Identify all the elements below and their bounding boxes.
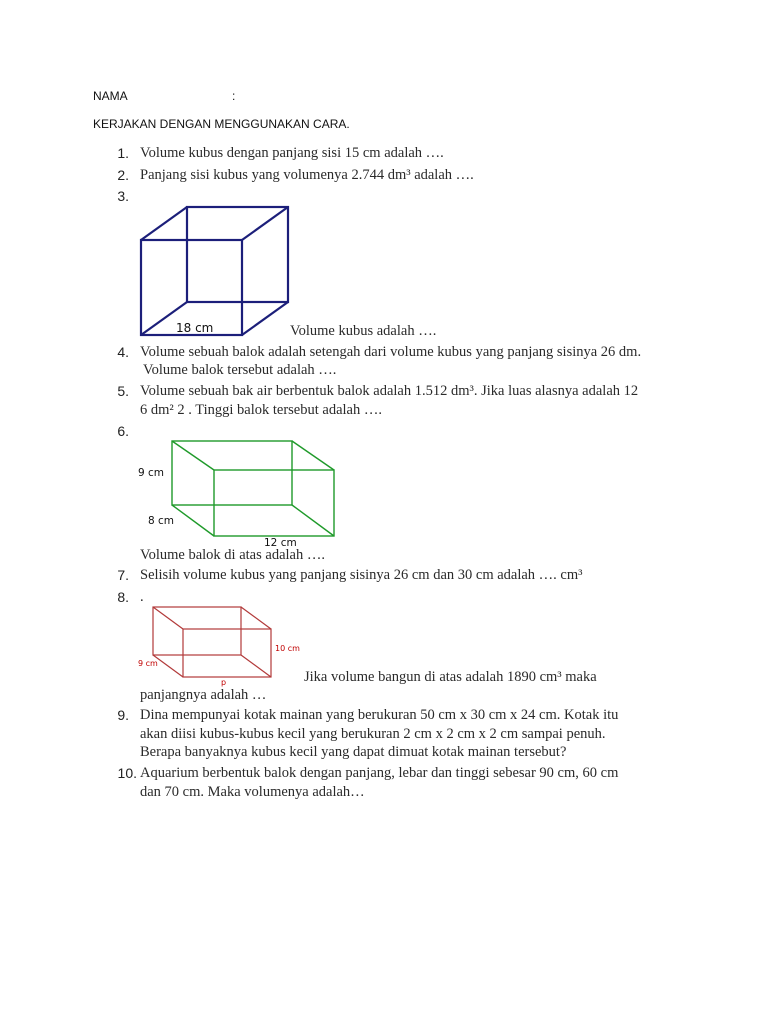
instruction-heading: KERJAKAN DENGAN MENGGUNAKAN CARA. [93, 117, 350, 131]
question-8-dot: . [140, 589, 144, 605]
question-5-line-1: Volume sebuah bak air berbentuk balok adalah 1.512 dm³. Jika luas alasnya adalah 12 [140, 383, 639, 399]
red-cuboid-back-face [183, 629, 271, 677]
red-cuboid-length-label: p [221, 678, 227, 687]
question-10-line-1: Aquarium berbentuk balok dengan panjang, lebar dan tinggi sebesar 90 cm, 60 cm [140, 765, 619, 781]
question-number-10: 10. [117, 765, 137, 781]
question-4-line-1: Volume sebuah balok adalah setengah dari volume kubus yang panjang sisinya 26 dm. [140, 344, 642, 360]
question-2-text: Panjang sisi kubus yang volumenya 2.744 dm³ adalah …. [140, 167, 474, 183]
question-8-line-2: panjangnya adalah … [140, 687, 267, 703]
question-number-5: 5. [117, 383, 129, 399]
question-3-text: Volume kubus adalah …. [290, 323, 437, 339]
green-cuboid-length-label: 12 cm [264, 537, 297, 549]
question-7-text: Selisih volume kubus yang panjang sisinya 26 cm dan 30 cm adalah …. cm³ [140, 567, 583, 583]
question-8-line-1: Jika volume bangun di atas adalah 1890 cm³ maka [304, 669, 597, 685]
cube-side-label: 18 cm [176, 321, 214, 335]
green-cuboid-height-label: 9 cm [138, 467, 165, 479]
question-number-4: 4. [117, 344, 129, 360]
question-9-line-3: Berapa banyaknya kubus kecil yang dapat dimuat kotak mainan tersebut? [140, 744, 567, 760]
question-number-1: 1. [117, 145, 129, 161]
question-number-7: 7. [117, 567, 129, 583]
cube-figure [138, 204, 294, 338]
green-cuboid-front-face [214, 470, 334, 536]
question-number-3: 3. [117, 188, 129, 204]
question-9-line-2: akan diisi kubus-kubus kecil yang berukuran 2 cm x 2 cm x 2 cm sampai penuh. [140, 726, 606, 742]
question-number-9: 9. [117, 707, 129, 723]
red-cuboid-width-label: 9 cm [138, 659, 158, 668]
red-cuboid-front-face [153, 607, 241, 655]
question-10-line-2: dan 70 cm. Maka volumenya adalah… [140, 784, 365, 800]
question-4-line-2: Volume balok tersebut adalah …. [143, 362, 337, 378]
question-number-6: 6. [117, 423, 129, 439]
name-label: NAMA [93, 89, 128, 103]
cube-back-face [187, 207, 288, 302]
question-5-line-2: 6 dm² 2 . Tinggi balok tersebut adalah …. [140, 402, 382, 418]
name-colon: : [232, 89, 236, 103]
question-number-8: 8. [117, 589, 129, 605]
red-cuboid-figure [136, 604, 306, 686]
question-6-text: Volume balok di atas adalah …. [140, 547, 325, 563]
green-cuboid-figure [136, 438, 340, 548]
question-9-line-1: Dina mempunyai kotak mainan yang berukuran 50 cm x 30 cm x 24 cm. Kotak itu [140, 707, 619, 723]
question-1-text: Volume kubus dengan panjang sisi 15 cm adalah …. [140, 145, 444, 161]
green-cuboid-back-face [172, 441, 292, 505]
red-cuboid-height-label: 10 cm [275, 644, 300, 653]
question-number-2: 2. [117, 167, 129, 183]
green-cuboid-width-label: 8 cm [148, 515, 175, 527]
